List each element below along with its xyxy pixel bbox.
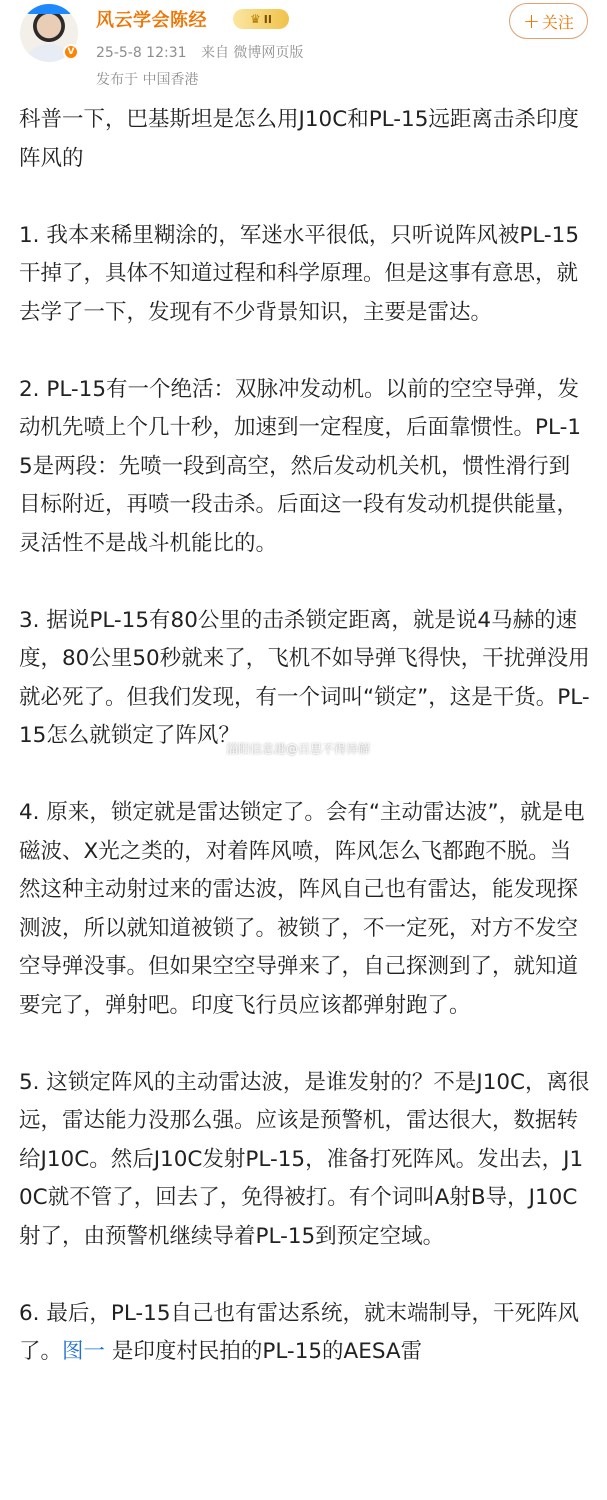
vip-level-badge[interactable] (233, 9, 289, 29)
post-location: 发布于 中国香港 (96, 72, 199, 88)
post-source: 来自 微博网页版 (200, 45, 304, 61)
post-paragraph-5: 5. 这锁定阵风的主动雷达波，是谁发射的？不是J10C，离很远，雷达能力没那么强。应该是预警机，雷达很大，数据转给J10C。然后J10C发射PL-15，准备打死阵风。发出去，J10C就不管了，回去了，免得被打。有个词叫A射B导，J10C射了，由预警机继续导着PL-15到预定空域。 (19, 1069, 590, 1249)
post-paragraph-3: 3. 据说PL-15有80公里的击杀锁定距离，就是说4马赫的速度，80公里50秒就来了，飞机不如导弹飞得快，干扰弹没用就必死了。但我们发现，有一个词叫“锁定”，这是干货。PL-15怎么就锁定了阵风？ (19, 607, 590, 748)
post-paragraph-4: 4. 原来，锁定就是雷达锁定了。会有“主动雷达波”，就是电磁波、X光之类的，对着阵风喷，阵风怎么飞都跑不脱。当然这种主动射过来的雷达波，阵风自己也有雷达，能发现探测波，所以就知道被锁了。被锁了，不一定死，对方不发空空导弹没事。但如果空空导弹来了，自己探测到了，就知道要完了，弹射吧。印度飞行员应该都弹射跑了。 (19, 800, 585, 1018)
figure-one-link[interactable]: 图一 (62, 1339, 106, 1364)
post-paragraph-1: 1. 我本来稀里糊涂的，军迷水平很低，只听说阵风被PL-15干掉了，具体不知道过程和科学原理。但是这事有意思，就去学了一下，发现有不少背景知识，主要是雷达。 (19, 222, 580, 325)
author-name[interactable]: 风云学会陈经 (96, 10, 207, 31)
watermark: 淄阳信息港@百思不得异解 (226, 742, 371, 756)
vip-level-label: II (263, 12, 272, 26)
follow-button[interactable] (509, 3, 588, 39)
paragraph-6-text-cont: 是印度村民拍的PL-15的AESA雷 (105, 1339, 423, 1364)
crown-icon: ♛ (250, 12, 261, 26)
paragraph-6-text: 6. 最后，PL-15自己也有雷达系统，就末端制导，干死阵风了。 (19, 1300, 580, 1364)
post-paragraph-2: 2. PL-15有一个绝活：双脉冲发动机。以前的空空导弹，发动机先喷上个几十秒，加速到一定程度，后面靠惯性。PL-15是两段：先喷一段到高空，然后发动机关机，惯性滑行到目标附近，再喷一段击杀。后面这一段有发动机提供能量，灵活性不是战斗机能比的。 (19, 376, 582, 556)
follow-button-label: 关注 (541, 12, 574, 32)
post-meta (96, 42, 313, 62)
post-datetime[interactable]: 25-5-8 12:31 (96, 45, 187, 61)
verified-icon: V (63, 44, 79, 60)
post-paragraph-intro: 科普一下，巴基斯坦是怎么用J10C和PL-15远距离击杀印度阵风的 (19, 107, 579, 171)
post-header (0, 0, 607, 100)
avatar-tag (26, 4, 72, 14)
post-paragraph-6 (19, 1295, 591, 1372)
plus-icon: + (523, 9, 540, 33)
post-content (19, 101, 591, 1372)
